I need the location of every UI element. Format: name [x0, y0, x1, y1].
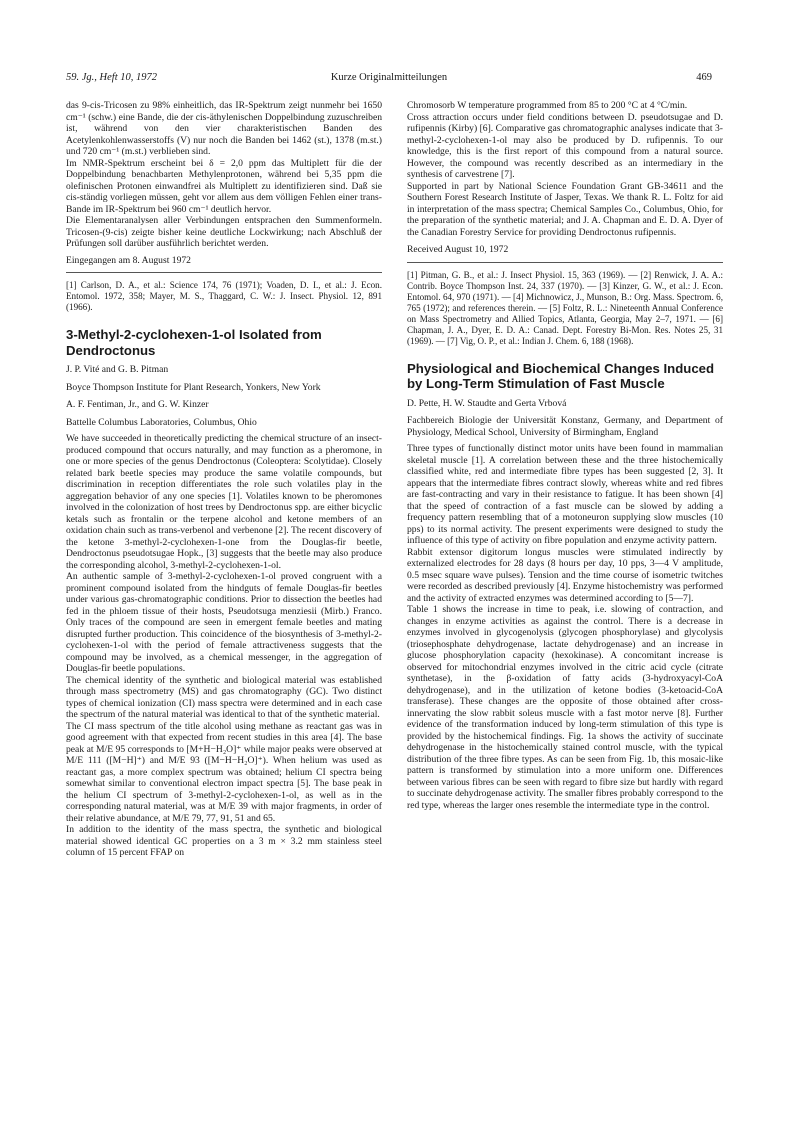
affiliation: Fachbereich Biologie der Universität Konstanz, Germany, and Department of Physiology, Medical School, University of Birmingham, England	[407, 415, 723, 438]
article-title: 3-Methyl-2-cyclohexen-1-ol Isolated from Dendroctonus	[66, 327, 322, 358]
left-column	[66, 100, 382, 859]
affiliation-2: Battelle Columbus Laboratories, Columbus, Ohio	[66, 416, 257, 428]
divider	[66, 272, 382, 273]
german-paragraph: das 9-cis-Tricosen zu 98% einheitlich, das IR-Spektrum zeigt nunmehr bei 1650 cm⁻¹ (schw.) eine Bande, die der cis-äthylenischen Doppelbindung zuzuschreiben ist, während von den vier charakteristischen Banden des Acetylenkohlenwasserstoffs (V) nur noch die Banden bei 1462 (st.), 1378 (m.st.) und 720 cm⁻¹ (m.st.) verblieben sind.	[66, 100, 382, 157]
body-paragraph: An authentic sample of 3-methyl-2-cyclohexen-1-ol proved congruent with a prominent compound isolated from the hindguts of female Douglas-fir beetles under various gas-chromatographic conditions. Prior to dissection the beetles had fed in the phloem tissue of their hosts, Pseudotsuga menziesii (Mirb.) Franco. Only traces of the compound are seen in emergent female beetles and mating disrupted further production. This coincidence of the biosynthesis of 3-methyl-2-cyclohexen-1-ol with the period of female attractiveness suggests that the compound may be involved, as a chemical messenger, in the aggregation of Douglas-fir beetle populations.	[66, 571, 382, 674]
body-paragraph: We have succeeded in theoretically predicting the chemical structure of an insect-produced compound that occurs naturally, and may function as a pheromone, in one or more species of the genus Dendroctonus (Coleoptera: Scolytidae). Closely related bark beetle species may produce the same volatile compounds, but discrimination in reception differentiates the role such volatiles play in the aggregation behavior of any one species [1]. Volatiles known to be pheromones involved in the colonization of host trees by Dendroctonus spp. are either bicyclic ketals such as frontalin or the terpene alcohol and ketone members of an oxidation chain such as trans-verbenol and verbenone [2]. The recent discovery of the ketone 3-methyl-2-cyclohexen-1-one from the Douglas-fir beetle, Dendroctonus pseudotsugae Hopk., [3] suggests that the beetle may also produce the corresponding alcohol, 3-methyl-2-cyclohexen-1-ol.	[66, 433, 382, 571]
german-paragraph: Im NMR-Spektrum erscheint bei δ = 2,0 ppm das Multiplett für die der Doppelbindung benachbarten Methylenprotonen, während bei 5,35 ppm die olefinischen Protonen einwandfrei als Multiplett zu identifizieren sind. Daß sie cis-ständig vorliegen müssen, geht vor allem aus dem völligen Fehlen einer trans-Bande im IR-Spektrum bei 960 cm⁻¹ deutlich hervor.	[66, 157, 382, 215]
references-de: [1] Carlson, D. A., et al.: Science 174, 76 (1971); Voaden, D. I., et al.: J. Econ. Entomol. 1972, 358; Mayer, M. S., Thaggard, C. W.: J. Insect. Physiol. 12, 891 (1966).	[66, 280, 382, 312]
german-paragraph: Die Elementaranalysen aller Verbindungen entsprachen den Summenformeln. Tricosen-(9-cis) zeigte bisher keine deutliche Lockwirkung; nach Abschluß der Prüfungen soll darüber ausführlich berichtet werden.	[66, 215, 382, 249]
journal-issue: 59. Jg., Heft 10, 1972	[66, 72, 157, 83]
acknowledgement: Supported in part by National Science Foundation Grant GB-34611 and the Southern Forest Research Institute of Jasper, Texas. We thank R. L. Foltz for aid in interpretation of the mass spectra; Chemical Samples Co., Columbus, Ohio, for the preparation of the synthetic material; and J. A. Chapman and E. D. A. Dyer of the Canadian Forestry Service for providing Dendroctonus rufipennis.	[407, 180, 723, 238]
section-title: Kurze Originalmitteilungen	[330, 72, 448, 83]
running-header	[66, 72, 712, 86]
body-paragraph: Table 1 shows the increase in time to peak, i.e. slowing of contraction, and changes in enzyme activities as against the control. There is a decrease in enzymes involved in glycogenolysis (glycogen phosphorylase) and glycolysis (triosephosphate dehydrogenase, lactate dehydrogenase) and an increase in glucose phosphorylation capacity (hexokinase). A concomitant increase is observed for mitochondrial enzymes involved in the citric acid cycle (citrate synthetase), in the β-oxidation of fatty acids (3-hydroxyacyl-CoA dehydrogenase), and in the utilization of ketone bodies (3-ketoacid-CoA transferase). These changes are the opposite of those obtained after cross-innervating the slow rabbit soleus muscle with a fast motor nerve [8]. Further evidence of the transformation induced by long-term stimulation of this type is provided by the histochemical findings. Fig. 1a shows the activity of succinate dehydrogenase in the histochemically stained control muscle, with the typical distribution of the three fibre types. As can be seen from Fig. 1b, this mosaic-like pattern is transformed by stimulation into a more uniform one. Differences between various fibres can be seen with regard to fibre size but hardly with regard to succinate dehydrogenase activity. The smaller fibres probably correspond to the red type, whereas the larger ones resemble the intermediate type in the control.	[407, 604, 723, 811]
page-number: 469	[696, 72, 712, 83]
received-date-en: Received August 10, 1972	[407, 244, 509, 255]
right-column	[407, 100, 723, 811]
body-paragraph: The CI mass spectrum of the title alcohol using methane as reactant gas was in good agreement with that expected from recent studies in this area [4]. The base peak at M/E 95 corresponds to [M+H−H₂O]⁺ while major peaks were observed at M/E 111 ([M−H]⁺) and M/E 93 ([M−H−H₂O]⁺). When helium was used as reactant gas, a more complex spectrum was obtained; helium CI spectra being somewhat similar to conventional electron impact spectra [5]. The base peak in the helium CI spectrum of 3-methyl-2-cyclohexen-1-ol, as well as in the corresponding natural material, was at M/E 39 with major fragments, in order of their relative abundance, at M/E 79, 77, 91, 51 and 65.	[66, 720, 382, 824]
article-title: Physiological and Biochemical Changes Induced by Long-Term Stimulation of Fast Muscle	[407, 360, 715, 391]
affiliation-1: Boyce Thompson Institute for Plant Research, Yonkers, New York	[66, 381, 321, 393]
body-paragraph: Chromosorb W temperature programmed from 85 to 200 °C at 4 °C/min.	[407, 100, 688, 111]
body-paragraph: Rabbit extensor digitorum longus muscles were stimulated indirectly by externalized electrodes for 28 days (8 hours per day, 10 pps, 3—4 V amplitude, 0.5 msec square wave pulses). Tension and the time course of isometric twitches were recorded as described previously [4]. Enzyme histochemistry was performed and the activity of extracted enzymes was determined according to [5—7].	[407, 546, 723, 604]
authors-2: A. F. Fentiman, Jr., and G. W. Kinzer	[66, 399, 209, 410]
received-date-de: Eingegangen am 8. August 1972	[66, 254, 191, 266]
divider	[407, 262, 723, 263]
authors-1: J. P. Vité and G. B. Pitman	[66, 364, 169, 375]
body-paragraph: In addition to the identity of the mass spectra, the synthetic and biological material showed identical GC properties on a 3 m × 3.2 mm stainless steel column of 15 percent FFAP on	[66, 824, 382, 858]
body-paragraph: Three types of functionally distinct motor units have been found in mammalian skeletal muscle [1]. A correlation between these and the three histochemically classified white, red and intermediate fibre types has been suggested [2, 3]. It appears that the intermediate fibres contract slowly, whereas white and red fibres are fast-contracting and vary in their resistance to fatigue. It has been shown [4] that the speed of contraction of a fast muscle can be slowed by adding a frequency pattern resembling that of a motoneuron supplying slow muscles (10 pps) to its normal activity. The present experiments were designed to study the influence of this type of activity on fibre population and enzyme activity pattern.	[407, 443, 723, 546]
body-paragraph: The chemical identity of the synthetic and biological material was established through mass spectrometry (MS) and gas chromatography (GC). Two distinct types of chemical ionization (CI) mass spectra were determined and in each case the spectrum of the natural material was identical to that of the synthetic material.	[66, 674, 382, 720]
body-paragraph: Cross attraction occurs under field conditions between D. pseudotsugae and D. rufipennis (Kirby) [6]. Comparative gas chromatographic analyses indicate that 3-methyl-2-cyclohexen-1-ol may also be produced by D. rufipennis. To our knowledge, this is the first report of this compound from a natural source. However, the compound was recently described as an intermediary in the synthesis of carvestrene [7].	[407, 111, 723, 180]
references-en: [1] Pitman, G. B., et al.: J. Insect Physiol. 15, 363 (1969). — [2] Renwick, J. A. A.: Contrib. Boyce Thompson Inst. 24, 337 (1970). — [3] Kinzer, G. W., et al.: J. Econ. Entomol. 64, 970 (1971). — [4] Michnowicz, J., Munson, B.: Org. Mass. Spectrom. 6, 765 (1972); and references therein. — [5] Foltz, R. L.: Nineteenth Annual Conference on Mass Spectrometry and Allied Topics, Atlanta, Georgia, May 2–7, 1971. — [6] Chapman, J. A., Dyer, E. D. A.: Canad. Dept. Forestry Bi-Mon. Res. Notes 25, 31 (1969). — [7] Vig, O. P., et al.: Indian J. Chem. 6, 188 (1968).	[407, 269, 723, 346]
authors: D. Pette, H. W. Staudte and Gerta Vrbová	[407, 397, 567, 409]
